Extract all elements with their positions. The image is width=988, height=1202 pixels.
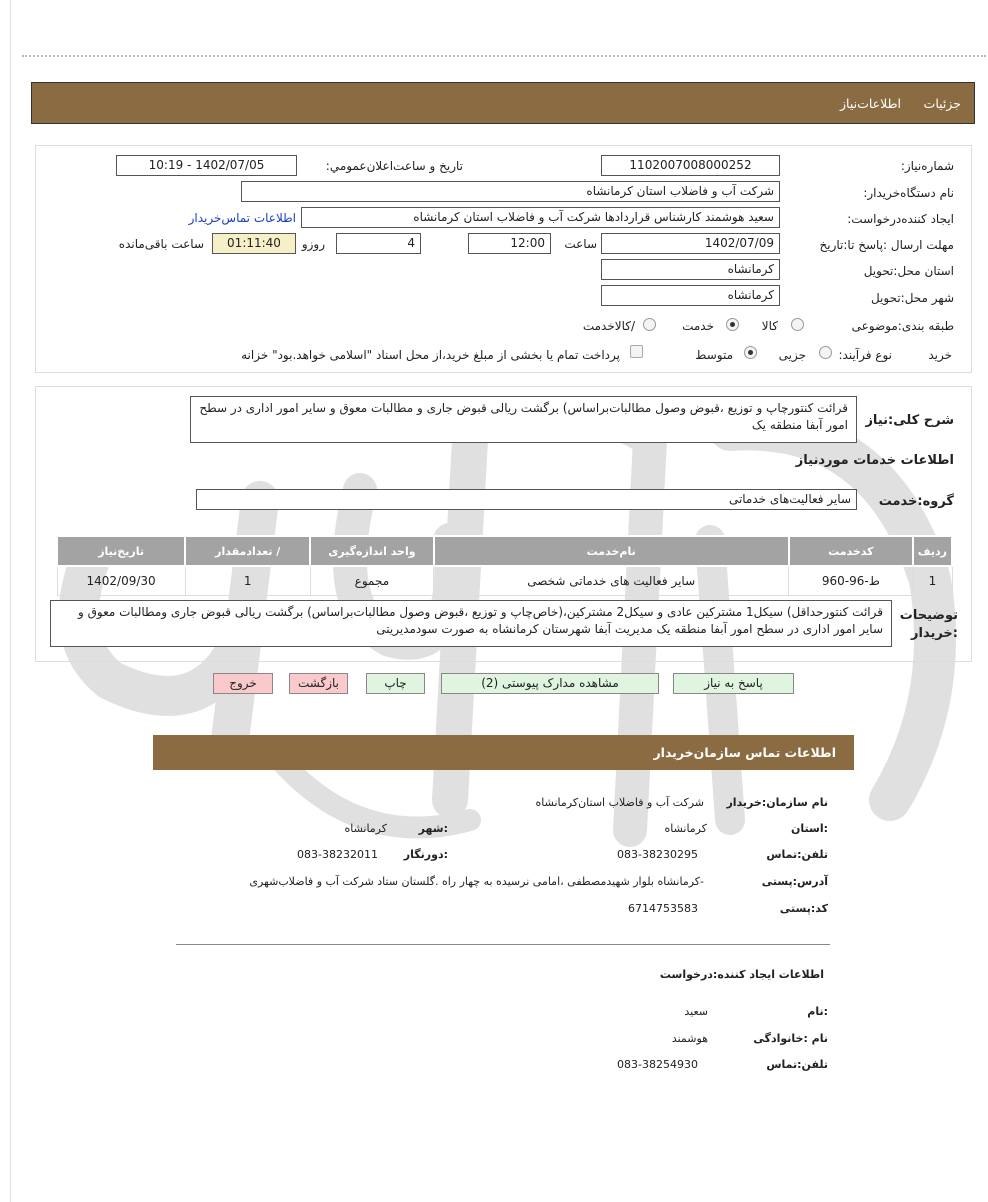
province-contact-value: کرمانشاه [664,822,707,835]
process-medium-radio[interactable] [744,346,757,359]
buyer-contact-header [153,735,854,770]
treasury-payment-label: پرداخت تمام یا بخشی از مبلغ خرید،از محل اسناد "اسلامی خواهد.بود" خزانه [241,348,620,362]
buyer-notes-field[interactable]: قرائت کنتورحداقل) سیکل1 مشترکین عادی و سیکل2 مشترکین،(خاص‌چاپ و توزیع ،قبوض وصول مطالبات‌براساس) برگشت ریالی قبوض جاری ومطالبات معوق و سایر امور اداری در سطح امور آبفا منطقه یک مدیریت آبفا شهرستان کرمانشاه به صورت سودمدیریتی [50,600,892,647]
col-need-date: تاریخ‌نیاز [57,536,185,566]
org-label: نام سازمان:خریدار [726,796,828,809]
process-medium-label: متوسط [695,348,733,362]
category-service-label: خدمت [682,319,714,333]
tab-details[interactable]: جزئیات [923,96,961,111]
province-field[interactable]: کرمانشاه [601,259,780,280]
service-group-label: گروه:خدمت [878,494,954,509]
announce-field[interactable]: 1402/07/05 - 10:19 [116,155,297,176]
cell-service-name: سایر فعالیت های خدماتی شخصی [434,566,789,596]
services-heading: اطلاعات خدمات موردنیاز [795,453,954,468]
col-service-name: نام‌خدمت [434,536,789,566]
col-unit: واحد اندازه‌گیری [310,536,433,566]
days-field[interactable]: 4 [336,233,421,254]
contact-divider [176,944,830,945]
view-attachments-button[interactable]: مشاهده مدارک پیوستی (2) [441,673,659,694]
city-label: شهر محل:تحویل [870,291,954,305]
days-label: روزو [301,237,325,251]
process-buy-label: خرید [928,348,952,362]
process-label: نوع فرآیند: [838,348,892,362]
cell-service-code: ط-96-960 [789,566,913,596]
cell-need-date: 1402/09/30 [57,566,185,596]
city-field[interactable]: کرمانشاه [601,285,780,306]
postal-code-label: کد:پستی [779,902,828,915]
category-goods-label: کالا [761,319,778,333]
category-service-radio[interactable] [726,318,739,331]
description-label: شرح کلی:نیاز [865,413,954,428]
category-goods-service-label: /کالاخدمت [582,319,635,333]
reply-button[interactable]: پاسخ به نیاز [673,673,794,694]
page-left-border [10,0,11,1202]
need-info-panel [35,145,972,373]
buyer-label: نام دستگاه‌خریدار: [863,186,954,200]
category-goods-radio[interactable] [791,318,804,331]
city-contact-label: :شهر [418,822,448,835]
deadline-label: مهلت ارسال :پاسخ تا:تاریخ [819,238,954,252]
buyer-contact-title: اطلاعات تماس سازمان‌خریدار [653,745,836,760]
treasury-payment-checkbox[interactable] [630,345,643,358]
fax-value: 083-38232011 [297,848,378,861]
tab-need-info[interactable]: اطلاعات‌نیاز [839,96,901,111]
print-button[interactable]: چاپ [366,673,425,694]
requester-info-title: اطلاعات ایجاد کننده:درخواست [659,968,824,981]
cell-row: 1 [913,566,952,596]
process-minor-radio[interactable] [819,346,832,359]
exit-button[interactable]: خروج [213,673,273,694]
remaining-time-field: 01:11:40 [212,233,296,254]
top-dotted-divider [22,55,986,57]
buyer-notes-label: توضیحات :خریدار [899,608,958,641]
postal-code-value: 6714753583 [628,902,698,915]
description-field[interactable]: قرائت کنتورچاپ و توزیع ،قبوض وصول مطالبات‌براساس) برگشت ریالی قبوض جاری و مطالبات معوق و سایر امور اداری در سطح امور آبفا منطقه یک [190,396,857,443]
province-contact-label: :استان [791,822,828,835]
cell-unit: مجموع [310,566,433,596]
service-group-field[interactable]: سایر فعالیت‌های خدماتی [196,489,857,510]
need-number-label: شماره‌نیاز: [900,159,954,173]
org-value: شرکت آب و فاضلاب استان‌کرمانشاه [535,796,704,809]
col-quantity: / تعدادمقدار [185,536,310,566]
remaining-label: ساعت باقی‌مانده [118,237,204,251]
category-label: طبقه بندی:موضوعی [851,319,954,333]
deadline-time-field[interactable]: 12:00 [468,233,551,254]
deadline-date-field[interactable]: 1402/07/09 [601,233,780,254]
phone-value: 083-38230295 [617,848,698,861]
process-minor-label: جزیی [778,348,806,362]
need-number-field[interactable]: 1102007008000252 [601,155,780,176]
address-value: -کرمانشاه بلوار شهیدمصطفی ،امامی نرسیده به چهار راه .گلستان ستاد شرکت آب و فاضلاب‌شهری [249,875,704,888]
requester-family-value: هوشمند [671,1032,708,1045]
table-row[interactable] [57,566,952,596]
time-label: ساعت [564,237,597,251]
creator-field[interactable]: سعید هوشمند کارشناس قراردادها شرکت آب و فاضلاب استان کرمانشاه [301,207,780,228]
creator-label: ایجاد کننده‌درخواست: [847,212,954,226]
col-service-code: کدخدمت [789,536,913,566]
announce-label: تاریخ و ساعت‌اعلان‌عمومي: [325,159,463,173]
buyer-contact-link[interactable]: اطلاعات تماس‌خریدار [188,211,296,225]
fax-label: :دورنگار [403,848,448,861]
buyer-field[interactable]: شرکت آب و فاضلاب استان کرمانشاه [241,181,780,202]
requester-family-label: نام :خانوادگی [753,1032,828,1045]
services-table [56,535,953,596]
back-button[interactable]: بازگشت [289,673,348,694]
province-label: استان محل:تحویل [863,264,954,278]
requester-name-label: :نام [807,1005,828,1018]
phone-label: تلفن:تماس [766,848,828,861]
address-label: آدرس:پستی [761,875,828,888]
category-goods-service-radio[interactable] [643,318,656,331]
requester-phone-label: تلفن:تماس [766,1058,828,1071]
cell-quantity: 1 [185,566,310,596]
city-contact-value: کرمانشاه [344,822,387,835]
col-row: ردیف [913,536,952,566]
requester-phone-value: 083-38254930 [617,1058,698,1071]
page-header-bar [31,82,975,124]
requester-name-value: سعید [684,1005,708,1018]
